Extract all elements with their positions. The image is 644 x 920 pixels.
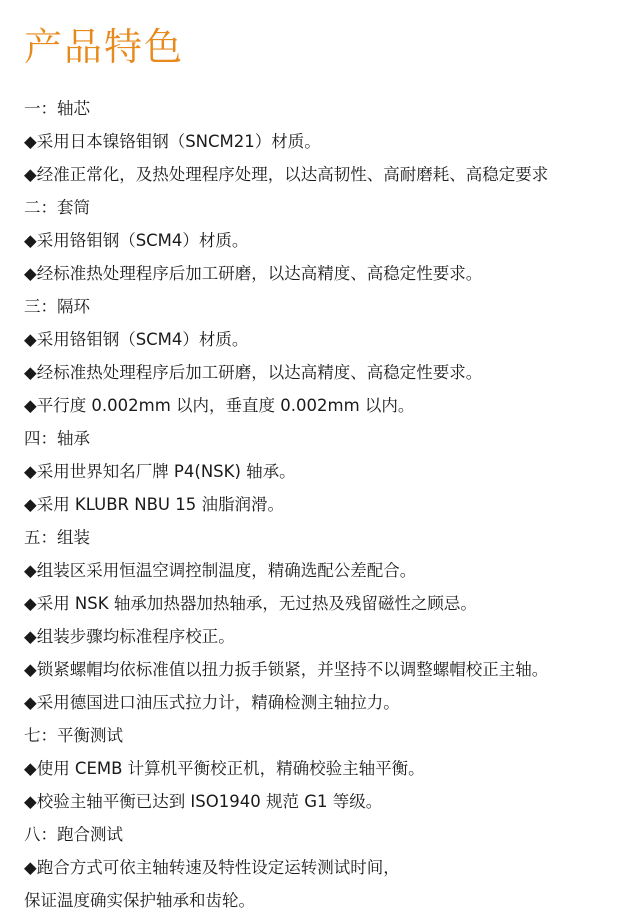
- list-item-continuation: 保证温度确实保护轴承和齿轮。: [24, 891, 255, 910]
- list-item: ◆平行度 0.002mm 以内，垂直度 0.002mm 以内。: [24, 396, 415, 415]
- list-item: ◆经准正常化，及热处理程序处理，以达高韧性、高耐磨耗、高稳定要求: [24, 165, 549, 184]
- section-heading-assembly: 五：组装: [24, 528, 90, 547]
- list-item: ◆采用 NSK 轴承加热器加热轴承，无过热及残留磁性之顾忌。: [24, 594, 477, 613]
- section-heading-shaft: 一：轴芯: [24, 99, 90, 118]
- list-item: ◆采用世界知名厂牌 P4(NSK) 轴承。: [24, 462, 296, 481]
- feature-list: [24, 92, 634, 917]
- list-item: ◆经标准热处理程序后加工研磨，以达高精度、高稳定性要求。: [24, 264, 483, 283]
- section-heading-spacer: 三：隔环: [24, 297, 90, 316]
- list-item: ◆采用 KLUBR NBU 15 油脂润滑。: [24, 495, 284, 514]
- section-heading-bearing: 四：轴承: [24, 429, 90, 448]
- list-item: ◆组装步骤均标准程序校正。: [24, 627, 235, 646]
- list-item: ◆采用日本镍铬钼钢（SNCM21）材质。: [24, 132, 321, 151]
- page-title: 产品特色: [24, 25, 185, 69]
- list-item: ◆跑合方式可依主轴转速及特性设定运转测试时间，: [24, 858, 400, 877]
- section-heading-sleeve: 二：套筒: [24, 198, 90, 217]
- section-heading-run-in-test: 八：跑合测试: [24, 825, 123, 844]
- list-item: ◆校验主轴平衡已达到 ISO1940 规范 G1 等级。: [24, 792, 383, 811]
- list-item: ◆采用铬钼钢（SCM4）材质。: [24, 231, 249, 250]
- section-heading-balance-test: 七：平衡测试: [24, 726, 123, 745]
- list-item: ◆组装区采用恒温空调控制温度，精确选配公差配合。: [24, 561, 417, 580]
- list-item: ◆锁紧螺帽均依标准值以扭力扳手锁紧，并坚持不以调整螺帽校正主轴。: [24, 660, 549, 679]
- list-item: ◆使用 CEMB 计算机平衡校正机，精确校验主轴平衡。: [24, 759, 425, 778]
- list-item: ◆经标准热处理程序后加工研磨，以达高精度、高稳定性要求。: [24, 363, 483, 382]
- list-item: ◆采用德国进口油压式拉力计，精确检测主轴拉力。: [24, 693, 400, 712]
- list-item: ◆采用铬钼钢（SCM4）材质。: [24, 330, 249, 349]
